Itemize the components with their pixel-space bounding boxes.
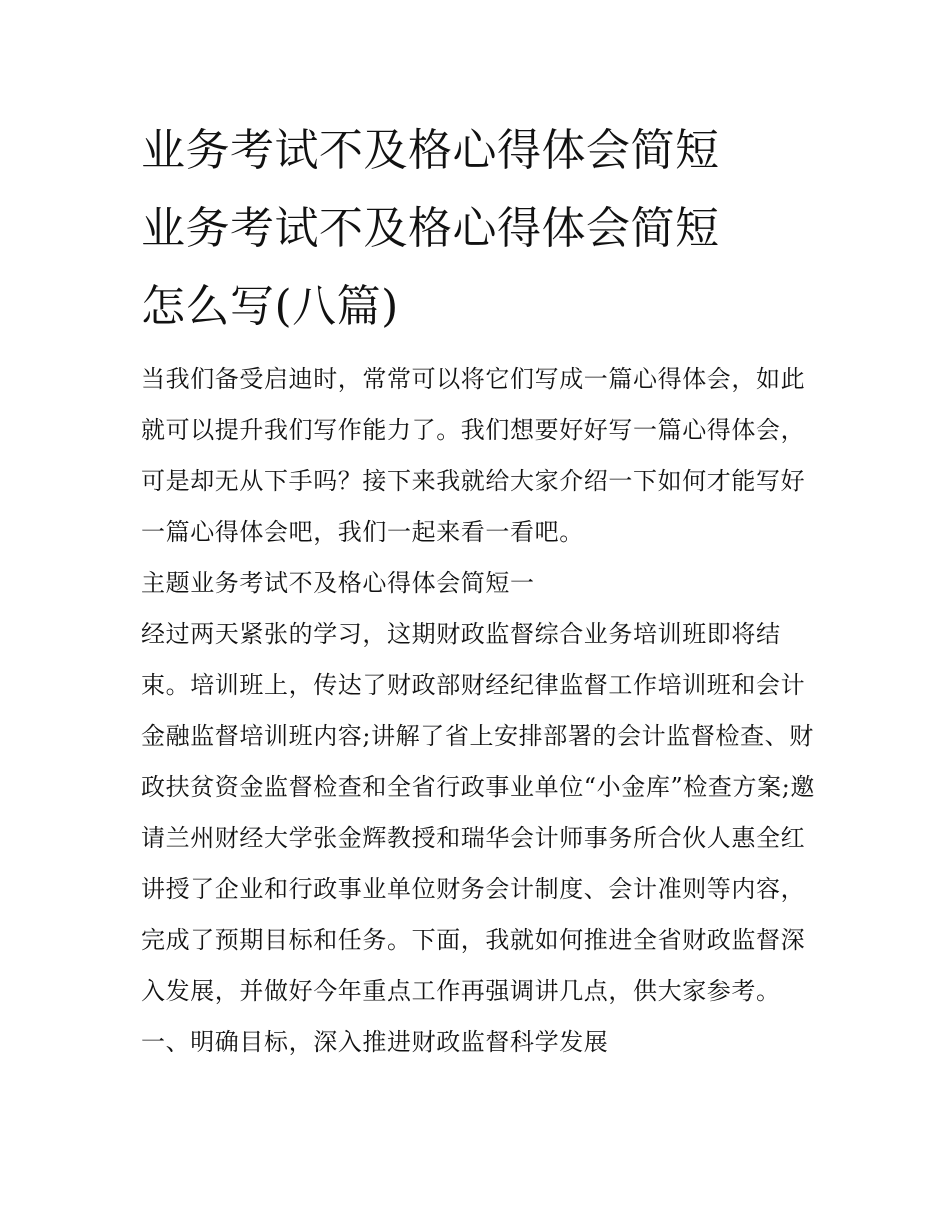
title-line: 怎么写(八篇) bbox=[141, 281, 399, 332]
document-title bbox=[141, 112, 821, 346]
body-paragraph: 经过两天紧张的学习，这期财政监督综合业务培训班即将结束。培训班上，传达了财政部财经纪律监督工作培训班和会计金融监督培训班内容;讲解了省上安排部署的会计监督检查、财政扶贫资金监督检查和全省行政事业单位“小金库”检查方案;邀请兰州财经大学张金辉教授和瑞华会计师事务所合伙人惠全红讲授了企业和行政事业单位财务会计制度、会计准则等内容，完成了预期目标和任务。下面，我就如何推进全省财政监督深入发展，并做好今年重点工作再强调讲几点，供大家参考。 bbox=[141, 620, 816, 1005]
section-heading: 一、明确目标，深入推进财政监督科学发展 bbox=[141, 1028, 609, 1056]
section-title: 主题业务考试不及格心得体会简短一 bbox=[141, 569, 535, 597]
title-line: 业务考试不及格心得体会简短 bbox=[141, 203, 720, 254]
title-line: 业务考试不及格心得体会简短 bbox=[141, 125, 720, 176]
intro-paragraph: 当我们备受启迪时，常常可以将它们写成一篇心得体会，如此就可以提升我们写作能力了。我们想要好好写一篇心得体会，可是却无从下手吗？接下来我就给大家介绍一下如何才能写好一篇心得体会吧，我们一起来看一看吧。 bbox=[141, 365, 806, 546]
document-page bbox=[141, 112, 821, 1068]
